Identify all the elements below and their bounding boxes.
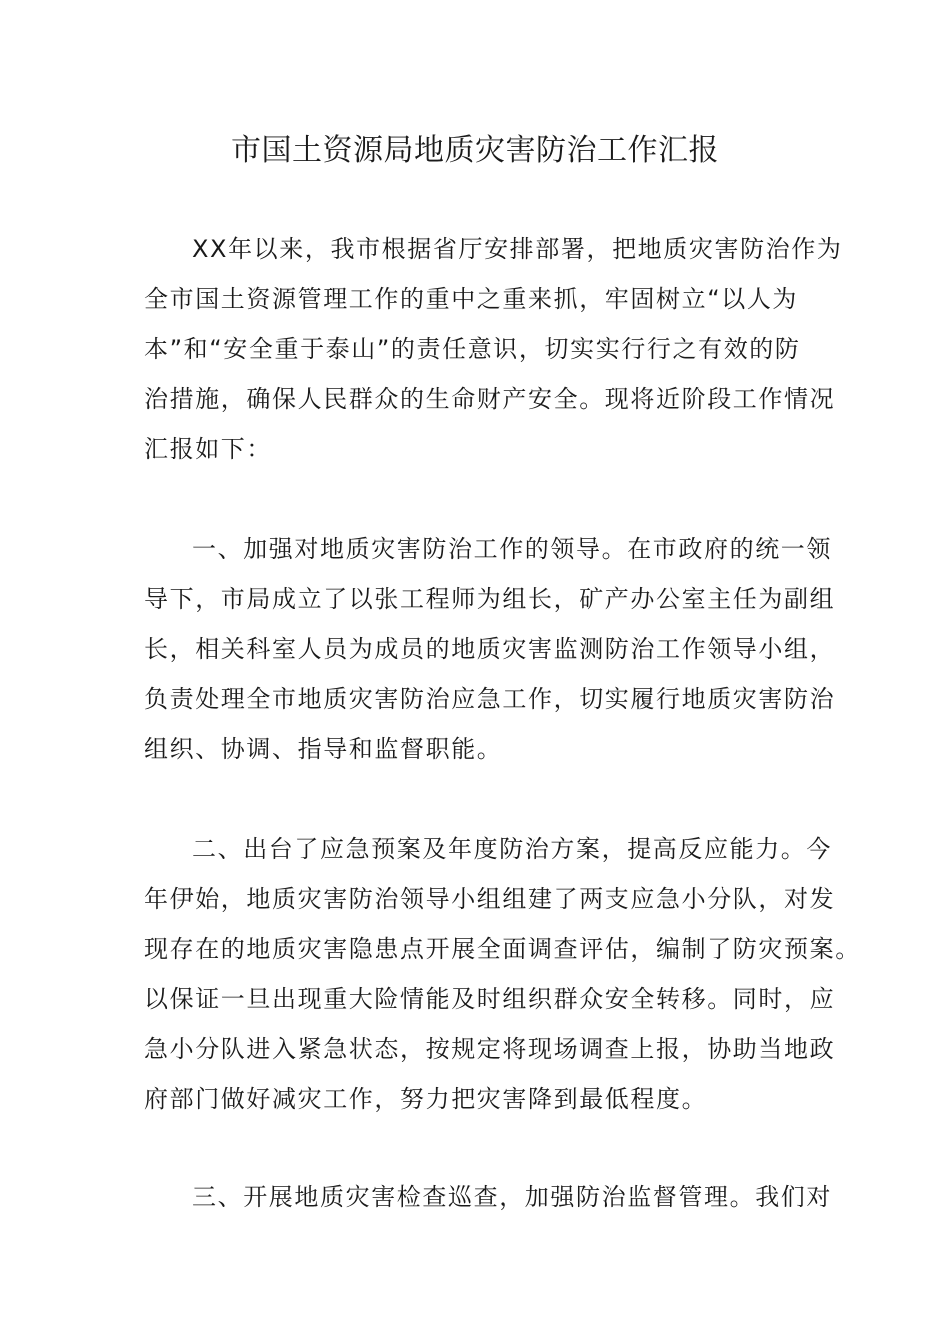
paragraph-line: 以保证一旦出现重大险情能及时组织群众安全转移。同时，应 [144, 985, 836, 1013]
paragraph-section-3 [144, 1172, 832, 1222]
paragraph-intro [144, 224, 843, 474]
paragraph-section-2 [144, 824, 861, 1124]
paragraph-line: 三、开展地质灾害检查巡查，加强防治监督管理。我们对 [192, 1183, 832, 1211]
paragraph-line: 治措施，确保人民群众的生命财产安全。现将近阶段工作情况 [144, 385, 836, 413]
paragraph-line: 导下，市局成立了以张工程师为组长，矿产办公室主任为副组 [144, 585, 836, 613]
paragraph-line: 组织、协调、指导和监督职能。 [144, 735, 503, 763]
paragraph-line: 年伊始，地质灾害防治领导小组组建了两支应急小分队，对发 [144, 885, 836, 913]
document-title: 市国土资源局地质灾害防治工作汇报 [231, 133, 719, 168]
paragraph-line: 府部门做好减灾工作，努力把灾害降到最低程度。 [144, 1085, 708, 1113]
paragraph-line: XX年以来，我市根据省厅安排部署，把地质灾害防治作为 [192, 235, 843, 263]
paragraph-line: 一、加强对地质灾害防治工作的领导。在市政府的统一领 [192, 535, 832, 563]
paragraph-line: 二、出台了应急预案及年度防治方案，提高反应能力。今 [192, 835, 832, 863]
paragraph-section-1 [144, 524, 836, 774]
paragraph-line: 长，相关科室人员为成员的地质灾害监测防治工作领导小组， [144, 635, 836, 663]
paragraph-line: 本”和“安全重于泰山”的责任意识，切实实行行之有效的防 [144, 335, 801, 363]
paragraph-line: 现存在的地质灾害隐患点开展全面调查评估，编制了防灾预案。 [144, 935, 861, 963]
paragraph-line: 全市国土资源管理工作的重中之重来抓，牢固树立“以人为 [144, 285, 799, 313]
paragraph-line: 负责处理全市地质灾害防治应急工作，切实履行地质灾害防治 [144, 685, 836, 713]
paragraph-line: 汇报如下： [144, 435, 272, 463]
paragraph-line: 急小分队进入紧急状态，按规定将现场调查上报，协助当地政 [144, 1035, 836, 1063]
